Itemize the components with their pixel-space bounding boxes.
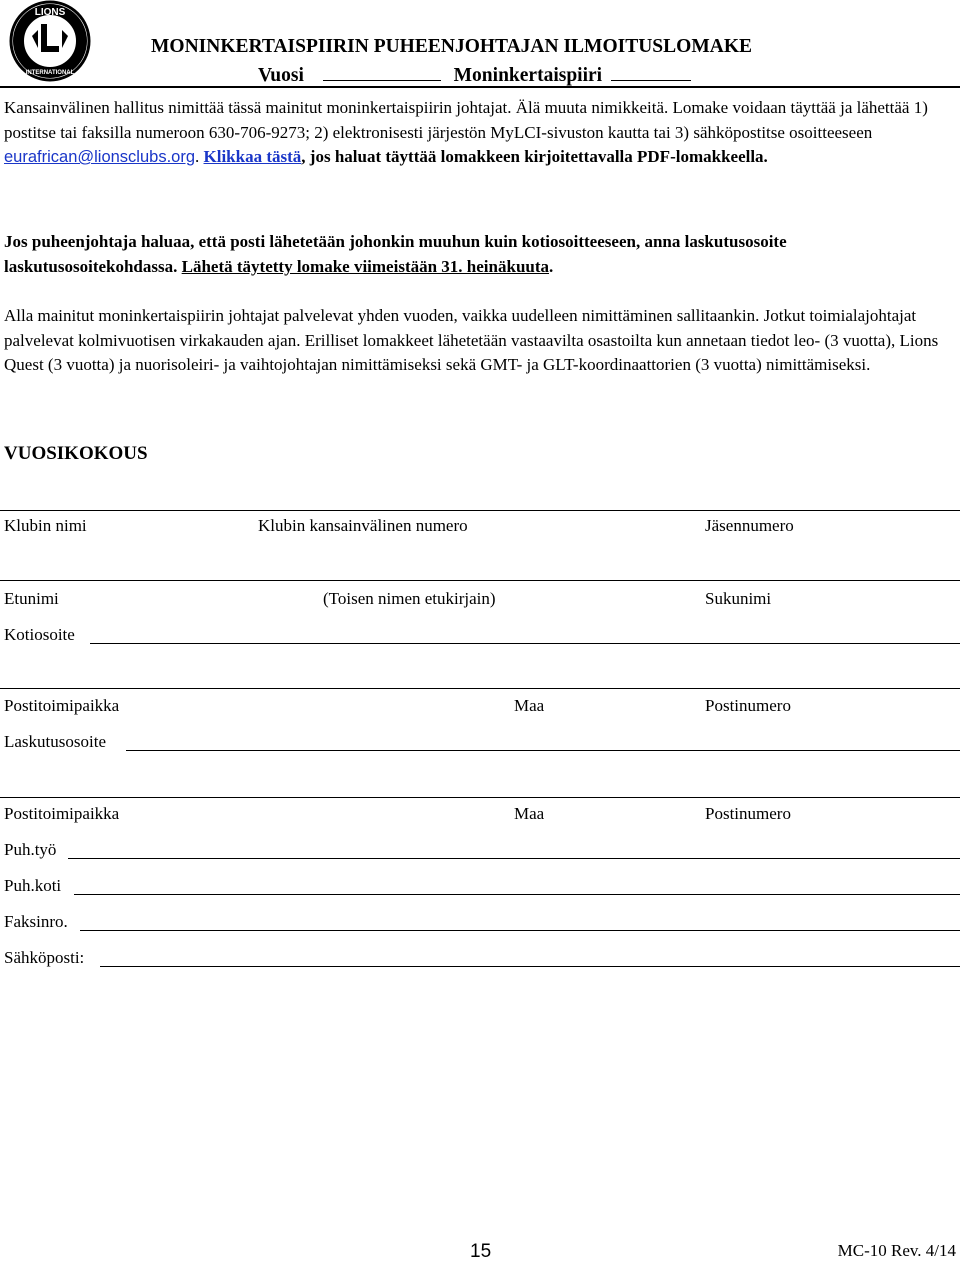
home-address-field[interactable] — [90, 643, 960, 644]
last-name-label: Sukunimi — [705, 589, 772, 608]
intro-text: Kansainvälinen hallitus nimittää tässä mainitut moninkertaispiirin johtajat. Älä muuta nimikkeitä. Lomake voidaan täyttää ja lähettää 1) postitse tai faksilla numeroon 630-706-9273; 2) elektronisesti järjestön MyLCI-sivuston kautta tai 3) sähköpostitse osoitteeseen — [4, 98, 928, 142]
click-here-link[interactable]: Klikkaa tästä — [203, 147, 302, 166]
billing-postal-label: Postinumero — [705, 804, 791, 823]
notice-end: . — [549, 256, 554, 276]
email-label: Sähköposti: — [4, 948, 85, 967]
email-link[interactable]: eurafrican@lionsclubs.org — [4, 148, 196, 166]
year-label: Vuosi — [258, 65, 304, 86]
svg-text:LIONS: LIONS — [34, 7, 66, 18]
district-field[interactable] — [611, 62, 691, 81]
name-row-line[interactable] — [0, 580, 960, 581]
home-phone-field[interactable] — [74, 894, 960, 895]
section-heading: VUOSIKOKOUS — [4, 443, 148, 464]
form-code: MC-10 Rev. 4/14 — [837, 1241, 956, 1260]
notice-paragraph — [4, 230, 956, 279]
billing-city-row-line[interactable] — [0, 797, 960, 798]
work-phone-label: Puh.työ — [4, 840, 57, 859]
billing-address-label: Laskutusosoite — [4, 732, 106, 751]
billing-city-label: Postitoimipaikka — [4, 804, 120, 823]
first-name-label: Etunimi — [4, 589, 59, 608]
intro-paragraph — [4, 96, 956, 170]
svg-text:INTERNATIONAL: INTERNATIONAL — [25, 70, 75, 76]
home-city-label: Postitoimipaikka — [4, 696, 120, 715]
home-city-row-line[interactable] — [0, 688, 960, 689]
header-divider — [0, 86, 960, 88]
member-number-label: Jäsennumero — [705, 516, 794, 535]
notice-text: Jos puheenjohtaja haluaa, että posti lähetetään johonkin muuhun kuin kotiosoitteeseen, anna laskutusosoite laskutusosoitekohdassa. — [4, 232, 787, 276]
club-name-label: Klubin nimi — [4, 516, 87, 535]
fax-label: Faksinro. — [4, 912, 68, 931]
fax-field[interactable] — [80, 930, 960, 931]
home-address-label: Kotiosoite — [4, 625, 75, 644]
intro-separator: . — [195, 147, 204, 166]
home-phone-label: Puh.koti — [4, 876, 62, 895]
billing-address-field[interactable] — [126, 750, 960, 751]
email-field[interactable] — [100, 966, 960, 967]
year-field[interactable] — [323, 62, 441, 81]
club-row-line[interactable] — [0, 510, 960, 511]
district-label: Moninkertaispiiri — [453, 65, 603, 86]
deadline-text: Lähetä täytetty lomake viimeistään 31. heinäkuuta — [181, 256, 550, 276]
work-phone-field[interactable] — [68, 858, 960, 859]
club-number-label: Klubin kansainvälinen numero — [258, 516, 468, 535]
middle-initial-label: (Toisen nimen etukirjain) — [323, 589, 496, 608]
home-postal-label: Postinumero — [705, 696, 791, 715]
form-title: MONINKERTAISPIIRIN PUHEENJOHTAJAN ILMOITUSLOMAKE — [151, 36, 752, 57]
form-subtitle — [258, 62, 691, 87]
billing-country-label: Maa — [514, 804, 545, 823]
lions-logo — [8, 0, 92, 82]
page-number: 15 — [470, 1241, 492, 1262]
home-country-label: Maa — [514, 696, 545, 715]
click-here-text: , jos haluat täyttää lomakkeen kirjoitettavalla PDF-lomakkeella. — [301, 147, 768, 166]
term-info-paragraph: Alla mainitut moninkertaispiirin johtajat palvelevat yhden vuoden, vaikka uudelleen nimittäminen sallitaankin. Jotkut toimialajohtajat palvelevat kolmivuotisen virkakauden ajan. Erilliset lomakkeet lähetetään vastaavilta osastoilta kun annetaan tiedot leo- (3 vuotta), Lions Quest (3 vuotta) ja nuorisoleiri- ja vaihtojohtajan nimittämiseksi sekä GMT- ja GLT-koordinaattorien (3 vuotta) nimittämiseksi. — [4, 306, 939, 374]
